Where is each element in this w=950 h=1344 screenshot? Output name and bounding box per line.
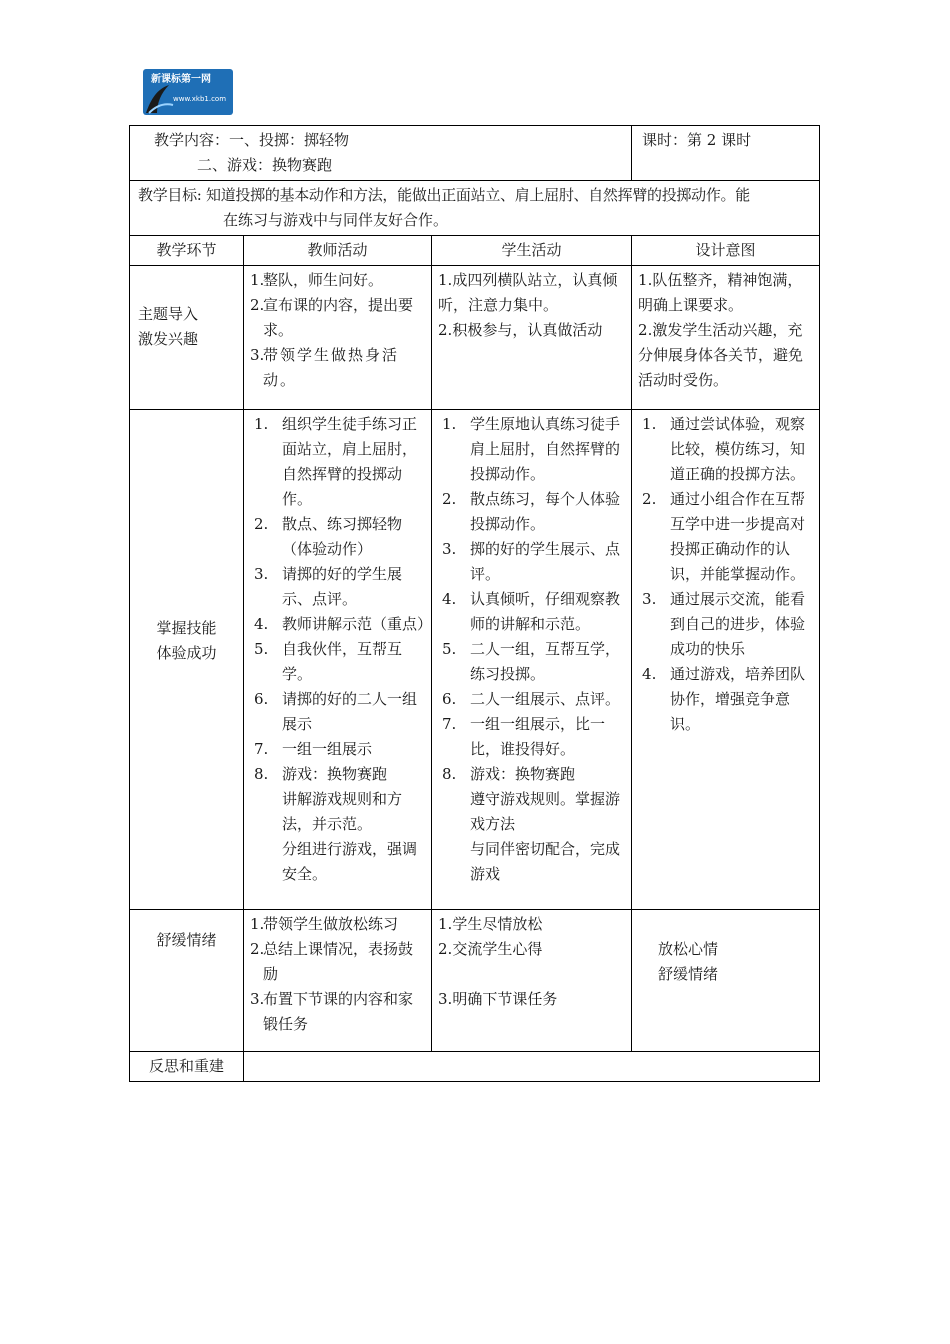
list-item: 2. 散点、练习掷轻物（体验动作） [254, 515, 403, 558]
list-item: 5. 自我伙伴，互帮互学。 [254, 640, 403, 683]
section-row-skills [130, 410, 820, 910]
teacher-cell-intro [244, 266, 432, 410]
col-header-student: 学生活动 [432, 236, 632, 266]
list-item: 5. 二人一组，互帮互学，练习投掷。 [442, 640, 621, 683]
site-logo [143, 69, 233, 115]
list-item: 6. 二人一组展示、点评。 [442, 690, 621, 708]
objective-line-2: 在练习与游戏中与同伴友好合作。 [223, 211, 449, 229]
reflection-cell [244, 1052, 820, 1082]
list-subtext: 分组进行游戏，强调安全。 [282, 840, 418, 883]
list-item: 3. 布置下节课的内容和家锻任务 [250, 990, 414, 1033]
list-item: 3. 请掷的好的学生展示、点评。 [254, 565, 403, 608]
list-item: 7. 一组一组展示，比一比，谁投得好。 [442, 715, 606, 758]
list-item: 1. 带领学生做放松练习 [250, 915, 399, 933]
logo-url: www.xkb1.com [173, 95, 227, 103]
list-item: 3. 掷的好的学生展示、点评。 [442, 540, 621, 583]
section-row-cooldown [130, 910, 820, 1052]
stage-cell-intro [130, 266, 244, 410]
design-line: 放松心情 [658, 940, 719, 958]
list-item: 2.积极参与，认真做活动 [438, 321, 603, 339]
list-item: 1.队伍整齐，精神饱满，明确上课要求。 [638, 271, 803, 314]
period-cell: 课时：第 2 课时 [632, 126, 820, 181]
list-item: 4. 通过游戏，培养团队协作，增强竞争意识。 [642, 665, 806, 733]
list-item: 1. 组织学生徒手练习正面站立，肩上屈肘，自然挥臂的投掷动作。 [254, 415, 418, 508]
reflection-label: 反思和重建 [130, 1052, 244, 1082]
list-subtext: 讲解游戏规则和方法，并示范。 [282, 790, 403, 833]
design-cell-intro [632, 266, 820, 410]
stage-label: 舒缓情绪 [156, 931, 217, 949]
list-item: 2.交流学生心得 [438, 940, 543, 958]
list-subtext: 遵守游戏规则。掌握游戏方法 [470, 790, 621, 833]
objective-cell [130, 181, 820, 236]
stage-label: 主题导入 [138, 304, 199, 323]
design-cell-skills [632, 410, 820, 910]
list-item: 7. 一组一组展示 [254, 740, 373, 758]
student-cell-skills [432, 410, 632, 910]
stage-cell-skills [130, 410, 244, 910]
list-item: 1. 整队，师生问好。 [250, 271, 384, 289]
list-item: 3. 带领学生做热身活动。 [250, 346, 400, 389]
lesson-plan-table [129, 125, 820, 1082]
teacher-cell-skills [244, 410, 432, 910]
list-item: 1.成四列横队站立，认真倾听，注意力集中。 [438, 271, 618, 314]
list-item: 4. 教师讲解示范（重点） [254, 615, 433, 633]
content-cell [130, 126, 632, 181]
student-cell-intro [432, 266, 632, 410]
list-item: 6. 请掷的好的二人一组展示 [254, 690, 418, 733]
list-item: 4. 认真倾听，仔细观察教师的讲解和示范。 [442, 590, 621, 633]
stage-cell-cooldown [130, 910, 244, 1052]
list-item: 8. 游戏：换物赛跑 [254, 765, 388, 783]
list-item: 1.学生尽情放松 [438, 915, 543, 933]
logo-text: 新课标第一网 [151, 74, 211, 85]
list-item: 2. 通过小组合作在互帮互学中进一步提高对投掷正确动作的认识，并能掌握动作。 [642, 490, 806, 583]
stage-label: 体验成功 [156, 643, 217, 662]
stage-label: 激发兴趣 [138, 329, 199, 348]
list-item: 2. 总结上课情况，表扬鼓励 [250, 940, 414, 983]
column-header-row [130, 236, 820, 266]
list-subtext: 与同伴密切配合，完成游戏 [470, 840, 621, 883]
col-header-stage: 教学环节 [130, 236, 244, 266]
list-item: 3.明确下节课任务 [438, 990, 558, 1008]
logo-icon [143, 69, 233, 115]
list-item: 1. 学生原地认真练习徒手肩上屈肘，自然挥臂的投掷动作。 [442, 415, 621, 483]
section-row-intro [130, 266, 820, 410]
reflection-row [130, 1052, 820, 1082]
list-item: 8. 游戏：换物赛跑 [442, 765, 576, 783]
student-cell-cooldown [432, 910, 632, 1052]
objective-line-1: 教学目标: 知道投掷的基本动作和方法，能做出正面站立、肩上屈肘、自然挥臂的投掷动作。能 [138, 186, 750, 204]
list-item: 3. 通过展示交流，能看到自己的进步，体验成功的快乐 [642, 590, 806, 658]
design-line: 舒缓情绪 [658, 965, 719, 983]
stage-label: 掌握技能 [156, 618, 217, 637]
objective-row [130, 181, 820, 236]
content-line-2: 二、游戏：换物赛跑 [197, 156, 333, 174]
list-item: 2. 宣布课的内容，提出要求。 [250, 296, 414, 339]
list-item: 2.激发学生活动兴趣，充分伸展身体各关节，避免活动时受伤。 [638, 321, 804, 389]
list-item: 2. 散点练习，每个人体验投掷动作。 [442, 490, 621, 533]
design-cell-cooldown [632, 910, 820, 1052]
col-header-design: 设计意图 [632, 236, 820, 266]
header-row [130, 126, 820, 181]
content-line-1: 教学内容：一、投掷：掷轻物 [154, 131, 350, 149]
col-header-teacher: 教师活动 [244, 236, 432, 266]
list-item: 1. 通过尝试体验，观察比较，模仿练习，知道正确的投掷方法。 [642, 415, 806, 483]
teacher-cell-cooldown [244, 910, 432, 1052]
